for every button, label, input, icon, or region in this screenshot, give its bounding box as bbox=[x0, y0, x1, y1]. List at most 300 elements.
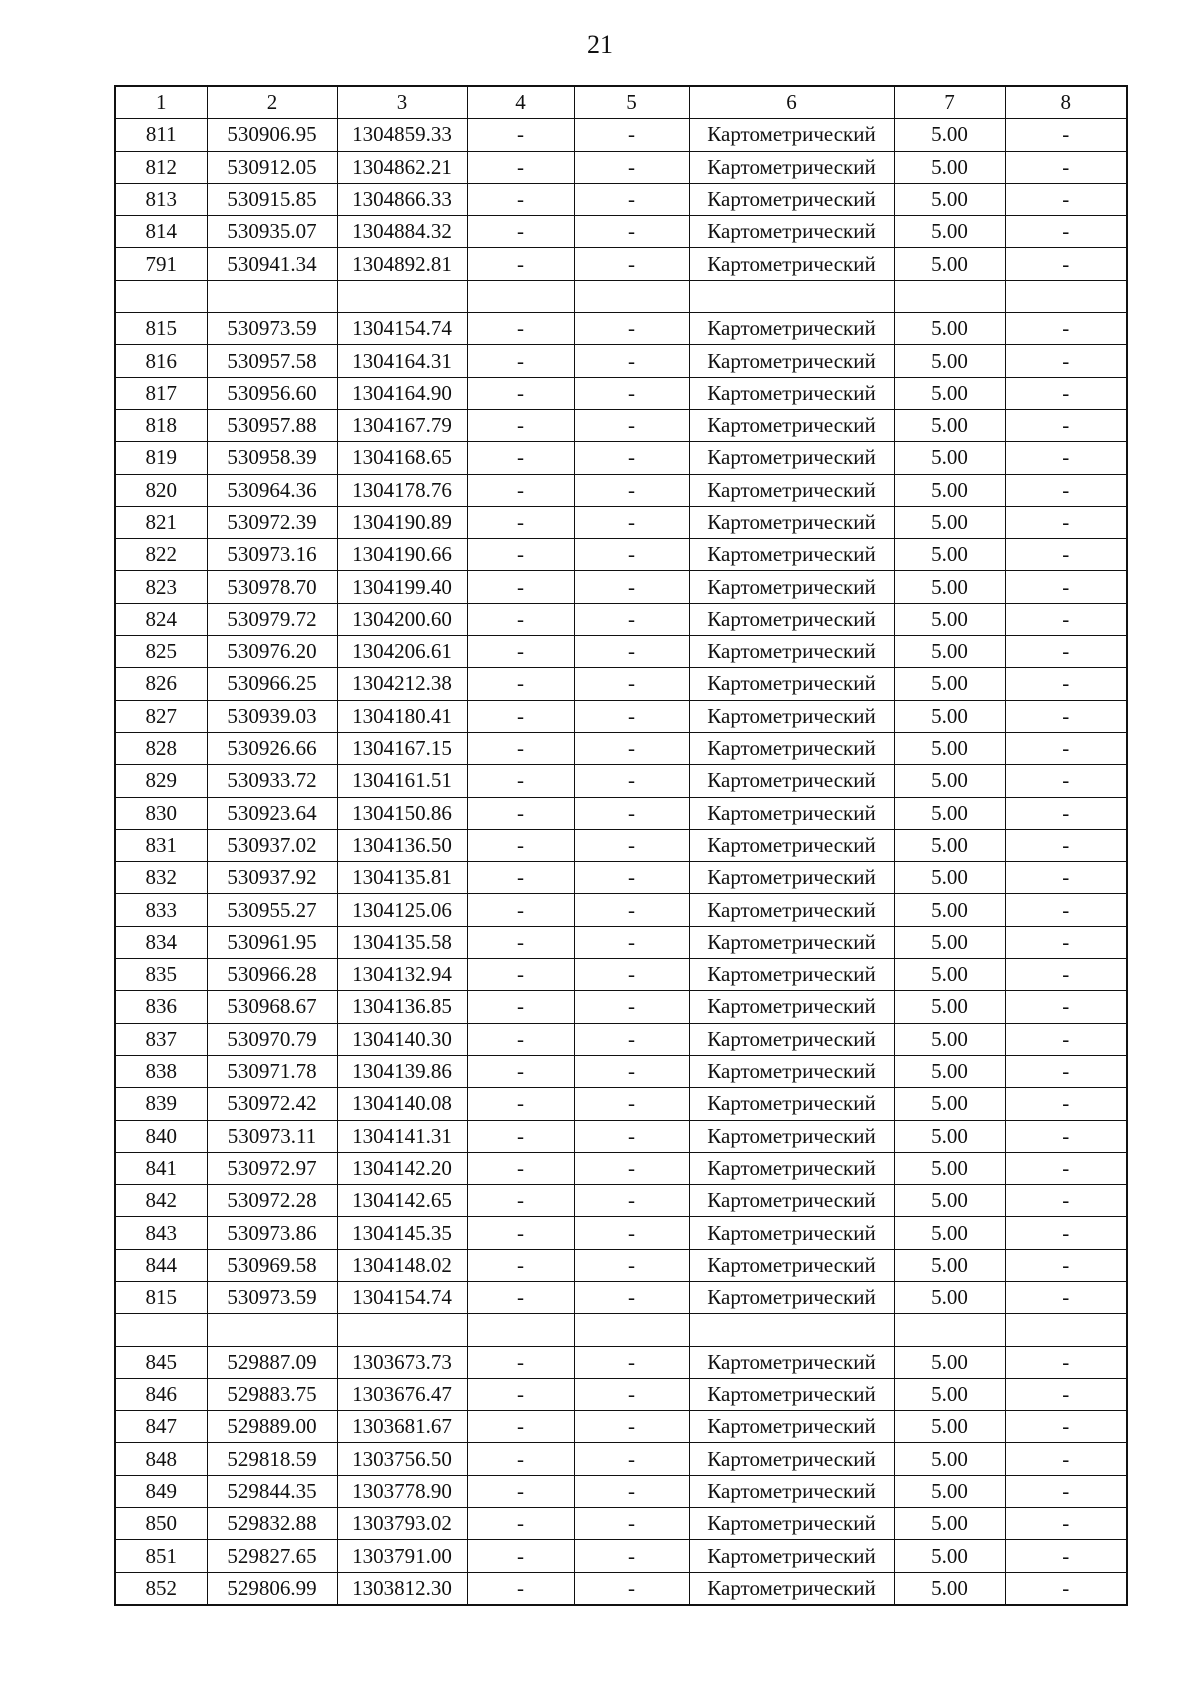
table-cell: 1304141.31 bbox=[337, 1120, 467, 1152]
table-cell: 1304212.38 bbox=[337, 668, 467, 700]
table-row bbox=[115, 797, 1127, 829]
table-cell: 5.00 bbox=[894, 1185, 1005, 1217]
table-cell: - bbox=[1005, 1508, 1127, 1540]
table-cell: 1304200.60 bbox=[337, 603, 467, 635]
table-cell: 1304190.66 bbox=[337, 539, 467, 571]
table-cell: 1304148.02 bbox=[337, 1249, 467, 1281]
table-cell: 829 bbox=[115, 765, 207, 797]
table-cell: 812 bbox=[115, 151, 207, 183]
table-cell: Картометрический bbox=[689, 862, 894, 894]
table-cell: 530968.67 bbox=[207, 991, 337, 1023]
table-cell: Картометрический bbox=[689, 894, 894, 926]
table-cell: - bbox=[467, 377, 574, 409]
table-cell: - bbox=[1005, 829, 1127, 861]
table-row bbox=[115, 1185, 1127, 1217]
table-cell: - bbox=[1005, 151, 1127, 183]
table-cell: - bbox=[1005, 409, 1127, 441]
table-row bbox=[115, 603, 1127, 635]
table-cell: 845 bbox=[115, 1346, 207, 1378]
table-cell: 838 bbox=[115, 1055, 207, 1087]
table-cell: - bbox=[467, 603, 574, 635]
table-cell: Картометрический bbox=[689, 442, 894, 474]
table-cell: - bbox=[574, 1217, 689, 1249]
table-cell: Картометрический bbox=[689, 1475, 894, 1507]
table-cell: - bbox=[467, 862, 574, 894]
table-cell: - bbox=[1005, 1411, 1127, 1443]
table-cell: - bbox=[467, 1346, 574, 1378]
table-cell: 851 bbox=[115, 1540, 207, 1572]
table-cell: - bbox=[574, 700, 689, 732]
table-cell: 1303812.30 bbox=[337, 1572, 467, 1605]
table-row bbox=[115, 345, 1127, 377]
table-cell: Картометрический bbox=[689, 1185, 894, 1217]
table-cell: 530978.70 bbox=[207, 571, 337, 603]
table-cell: 5.00 bbox=[894, 248, 1005, 280]
table-cell: - bbox=[574, 732, 689, 764]
table-cell: Картометрический bbox=[689, 1088, 894, 1120]
table-cell: - bbox=[574, 248, 689, 280]
table-cell: - bbox=[467, 1055, 574, 1087]
column-header-3: 3 bbox=[337, 86, 467, 119]
table-cell: - bbox=[467, 248, 574, 280]
table-cell bbox=[467, 1314, 574, 1346]
table-cell: 5.00 bbox=[894, 1023, 1005, 1055]
table-row bbox=[115, 313, 1127, 345]
table-cell: - bbox=[574, 603, 689, 635]
table-cell: - bbox=[467, 797, 574, 829]
table-cell bbox=[894, 1314, 1005, 1346]
table-cell: - bbox=[574, 1249, 689, 1281]
table-cell: 1304142.20 bbox=[337, 1152, 467, 1184]
table-cell: 5.00 bbox=[894, 1443, 1005, 1475]
table-cell: 1304125.06 bbox=[337, 894, 467, 926]
table-cell: 5.00 bbox=[894, 1475, 1005, 1507]
table-cell: 1304164.31 bbox=[337, 345, 467, 377]
table-cell: - bbox=[467, 151, 574, 183]
table-cell: 1304135.81 bbox=[337, 862, 467, 894]
header-row bbox=[115, 86, 1127, 119]
table-cell: 815 bbox=[115, 1281, 207, 1313]
table-cell: - bbox=[1005, 474, 1127, 506]
table-cell: - bbox=[1005, 926, 1127, 958]
table-cell: - bbox=[574, 1540, 689, 1572]
table-row bbox=[115, 1346, 1127, 1378]
table-row bbox=[115, 1411, 1127, 1443]
table-cell: 820 bbox=[115, 474, 207, 506]
table-cell: 530972.97 bbox=[207, 1152, 337, 1184]
table-cell: - bbox=[467, 539, 574, 571]
table-cell: Картометрический bbox=[689, 1152, 894, 1184]
table-row bbox=[115, 829, 1127, 861]
table-row bbox=[115, 506, 1127, 538]
table-cell: 5.00 bbox=[894, 636, 1005, 668]
table-cell: - bbox=[467, 1540, 574, 1572]
table-cell: 825 bbox=[115, 636, 207, 668]
table-cell: - bbox=[1005, 539, 1127, 571]
table-cell: 5.00 bbox=[894, 991, 1005, 1023]
table-row bbox=[115, 183, 1127, 215]
table-cell: 1304167.79 bbox=[337, 409, 467, 441]
table-cell: - bbox=[1005, 1120, 1127, 1152]
table-cell: 5.00 bbox=[894, 442, 1005, 474]
table-cell: - bbox=[574, 1508, 689, 1540]
table-cell: 813 bbox=[115, 183, 207, 215]
table-cell: - bbox=[1005, 797, 1127, 829]
table-cell: - bbox=[467, 442, 574, 474]
table-cell: 5.00 bbox=[894, 894, 1005, 926]
table-cell: 1304154.74 bbox=[337, 1281, 467, 1313]
separator-row bbox=[115, 1314, 1127, 1346]
table-cell: 5.00 bbox=[894, 603, 1005, 635]
table-cell: 530906.95 bbox=[207, 119, 337, 151]
table-cell: - bbox=[467, 474, 574, 506]
table-cell: - bbox=[467, 1120, 574, 1152]
table-cell: - bbox=[1005, 377, 1127, 409]
table-cell: 530972.28 bbox=[207, 1185, 337, 1217]
table-cell: 833 bbox=[115, 894, 207, 926]
table-cell: Картометрический bbox=[689, 765, 894, 797]
table-cell: 529832.88 bbox=[207, 1508, 337, 1540]
table-cell: Картометрический bbox=[689, 409, 894, 441]
table-cell: Картометрический bbox=[689, 571, 894, 603]
table-cell: 529827.65 bbox=[207, 1540, 337, 1572]
table-cell: 530971.78 bbox=[207, 1055, 337, 1087]
table-cell: 530957.88 bbox=[207, 409, 337, 441]
table-cell: - bbox=[467, 991, 574, 1023]
table-cell: 5.00 bbox=[894, 700, 1005, 732]
table-cell: 530961.95 bbox=[207, 926, 337, 958]
table-cell: 840 bbox=[115, 1120, 207, 1152]
table-cell: - bbox=[1005, 1185, 1127, 1217]
table-cell: 5.00 bbox=[894, 959, 1005, 991]
table-cell: - bbox=[574, 1055, 689, 1087]
table-cell: - bbox=[574, 409, 689, 441]
table-cell: 1304136.85 bbox=[337, 991, 467, 1023]
table-cell: - bbox=[574, 345, 689, 377]
table-cell bbox=[1005, 280, 1127, 312]
table-cell bbox=[574, 280, 689, 312]
table-cell: - bbox=[467, 668, 574, 700]
table-cell bbox=[337, 1314, 467, 1346]
table-cell: 1304206.61 bbox=[337, 636, 467, 668]
table-cell: - bbox=[574, 765, 689, 797]
table-cell: 843 bbox=[115, 1217, 207, 1249]
column-header-2: 2 bbox=[207, 86, 337, 119]
table-row bbox=[115, 959, 1127, 991]
page-number: 21 bbox=[587, 30, 613, 59]
table-cell: Картометрический bbox=[689, 829, 894, 861]
table-cell: Картометрический bbox=[689, 216, 894, 248]
table-cell: 530915.85 bbox=[207, 183, 337, 215]
table-cell bbox=[1005, 1314, 1127, 1346]
table-row bbox=[115, 1217, 1127, 1249]
table-cell: - bbox=[467, 1572, 574, 1605]
table-cell: 1304135.58 bbox=[337, 926, 467, 958]
table-cell: - bbox=[574, 1475, 689, 1507]
table-cell: - bbox=[574, 377, 689, 409]
table-cell: 530956.60 bbox=[207, 377, 337, 409]
table-cell: 821 bbox=[115, 506, 207, 538]
table-cell: - bbox=[1005, 732, 1127, 764]
table-cell: 530973.59 bbox=[207, 313, 337, 345]
table-cell: - bbox=[467, 1443, 574, 1475]
table-row bbox=[115, 1443, 1127, 1475]
table-cell: 530972.42 bbox=[207, 1088, 337, 1120]
table-row bbox=[115, 732, 1127, 764]
table-cell: 5.00 bbox=[894, 313, 1005, 345]
table-cell: - bbox=[574, 1152, 689, 1184]
table-cell: - bbox=[467, 313, 574, 345]
table-cell: 530937.92 bbox=[207, 862, 337, 894]
table-cell: 5.00 bbox=[894, 571, 1005, 603]
table-cell: - bbox=[467, 1217, 574, 1249]
table-cell: 1304132.94 bbox=[337, 959, 467, 991]
table-cell: 530964.36 bbox=[207, 474, 337, 506]
table-cell: - bbox=[1005, 183, 1127, 215]
table-cell: 836 bbox=[115, 991, 207, 1023]
table-cell: Картометрический bbox=[689, 474, 894, 506]
table-cell: 791 bbox=[115, 248, 207, 280]
table-cell: 530979.72 bbox=[207, 603, 337, 635]
table-cell: 5.00 bbox=[894, 1281, 1005, 1313]
table-cell: 530941.34 bbox=[207, 248, 337, 280]
table-cell: Картометрический bbox=[689, 151, 894, 183]
table-row bbox=[115, 377, 1127, 409]
table-cell: - bbox=[574, 668, 689, 700]
coordinates-table bbox=[114, 85, 1128, 1606]
table-cell: - bbox=[467, 894, 574, 926]
table-row bbox=[115, 1088, 1127, 1120]
table-cell: Картометрический bbox=[689, 926, 894, 958]
table-cell: - bbox=[574, 636, 689, 668]
table-cell: - bbox=[467, 1411, 574, 1443]
table-cell: - bbox=[1005, 1088, 1127, 1120]
table-cell: 5.00 bbox=[894, 345, 1005, 377]
table-cell: - bbox=[1005, 765, 1127, 797]
table-row bbox=[115, 1508, 1127, 1540]
table-cell: - bbox=[467, 345, 574, 377]
column-header-6: 6 bbox=[689, 86, 894, 119]
table-row bbox=[115, 862, 1127, 894]
table-cell: 529883.75 bbox=[207, 1378, 337, 1410]
table-cell: 1303793.02 bbox=[337, 1508, 467, 1540]
table-cell: 530923.64 bbox=[207, 797, 337, 829]
table-cell: 5.00 bbox=[894, 377, 1005, 409]
table-cell: 1304859.33 bbox=[337, 119, 467, 151]
table-cell: - bbox=[467, 216, 574, 248]
table-cell: - bbox=[1005, 1443, 1127, 1475]
table-cell: 530966.25 bbox=[207, 668, 337, 700]
table-cell: 1303676.47 bbox=[337, 1378, 467, 1410]
table-row bbox=[115, 442, 1127, 474]
table-row bbox=[115, 636, 1127, 668]
table-cell: - bbox=[467, 636, 574, 668]
table-cell: 1304136.50 bbox=[337, 829, 467, 861]
table-cell: Картометрический bbox=[689, 700, 894, 732]
table-cell bbox=[115, 1314, 207, 1346]
table-cell: Картометрический bbox=[689, 313, 894, 345]
table-cell: 1304140.08 bbox=[337, 1088, 467, 1120]
table-cell: Картометрический bbox=[689, 1378, 894, 1410]
table-cell: - bbox=[1005, 1378, 1127, 1410]
table-cell: - bbox=[574, 1346, 689, 1378]
table-row bbox=[115, 248, 1127, 280]
table-cell: 1303673.73 bbox=[337, 1346, 467, 1378]
table-cell: - bbox=[1005, 442, 1127, 474]
table-cell bbox=[894, 280, 1005, 312]
table-cell: - bbox=[574, 1411, 689, 1443]
table-cell: 5.00 bbox=[894, 1572, 1005, 1605]
table-row bbox=[115, 1475, 1127, 1507]
table-cell: - bbox=[574, 1023, 689, 1055]
table-row bbox=[115, 1023, 1127, 1055]
table-cell: 819 bbox=[115, 442, 207, 474]
table-cell: 816 bbox=[115, 345, 207, 377]
table-cell: - bbox=[574, 829, 689, 861]
table-cell: 5.00 bbox=[894, 1055, 1005, 1087]
table-cell: 5.00 bbox=[894, 474, 1005, 506]
table-cell: - bbox=[467, 1152, 574, 1184]
table-cell: - bbox=[574, 1378, 689, 1410]
table-cell: 5.00 bbox=[894, 765, 1005, 797]
table-cell: Картометрический bbox=[689, 183, 894, 215]
table-cell: 5.00 bbox=[894, 1217, 1005, 1249]
table-cell: Картометрический bbox=[689, 991, 894, 1023]
table-cell: - bbox=[1005, 506, 1127, 538]
table-cell bbox=[689, 1314, 894, 1346]
table-cell: 822 bbox=[115, 539, 207, 571]
table-cell: Картометрический bbox=[689, 1540, 894, 1572]
table-cell: 5.00 bbox=[894, 668, 1005, 700]
column-header-4: 4 bbox=[467, 86, 574, 119]
table-cell: Картометрический bbox=[689, 1572, 894, 1605]
table-cell: 849 bbox=[115, 1475, 207, 1507]
table-cell: 835 bbox=[115, 959, 207, 991]
table-cell: 5.00 bbox=[894, 797, 1005, 829]
table-cell: 1304161.51 bbox=[337, 765, 467, 797]
table-cell: 844 bbox=[115, 1249, 207, 1281]
table-cell: 530970.79 bbox=[207, 1023, 337, 1055]
table-cell: - bbox=[467, 959, 574, 991]
table-cell: 5.00 bbox=[894, 539, 1005, 571]
table-cell: - bbox=[574, 991, 689, 1023]
table-cell: - bbox=[1005, 1475, 1127, 1507]
table-cell: 1304145.35 bbox=[337, 1217, 467, 1249]
table-cell: 529889.00 bbox=[207, 1411, 337, 1443]
table-row bbox=[115, 1055, 1127, 1087]
table-cell: 1304866.33 bbox=[337, 183, 467, 215]
table-cell: Картометрический bbox=[689, 1249, 894, 1281]
table-cell: - bbox=[574, 797, 689, 829]
table-cell: - bbox=[467, 700, 574, 732]
table-cell: 530969.58 bbox=[207, 1249, 337, 1281]
table-cell: 830 bbox=[115, 797, 207, 829]
table-cell: 530972.39 bbox=[207, 506, 337, 538]
table-cell: 529844.35 bbox=[207, 1475, 337, 1507]
column-header-5: 5 bbox=[574, 86, 689, 119]
table-row bbox=[115, 1249, 1127, 1281]
table-cell: - bbox=[467, 409, 574, 441]
table-cell: 530976.20 bbox=[207, 636, 337, 668]
table-cell: 824 bbox=[115, 603, 207, 635]
table-cell bbox=[115, 280, 207, 312]
table-cell: - bbox=[467, 1281, 574, 1313]
table-cell: 811 bbox=[115, 119, 207, 151]
table-cell: 530973.16 bbox=[207, 539, 337, 571]
table-cell: 5.00 bbox=[894, 1152, 1005, 1184]
table-cell: 850 bbox=[115, 1508, 207, 1540]
table-cell: 529887.09 bbox=[207, 1346, 337, 1378]
table-cell bbox=[207, 280, 337, 312]
table-cell: - bbox=[1005, 636, 1127, 668]
table-cell: 1304164.90 bbox=[337, 377, 467, 409]
table-cell: Картометрический bbox=[689, 1217, 894, 1249]
table-cell: 1304190.89 bbox=[337, 506, 467, 538]
table-row bbox=[115, 1281, 1127, 1313]
table-cell: 1304154.74 bbox=[337, 313, 467, 345]
table-cell: 1304142.65 bbox=[337, 1185, 467, 1217]
table-row bbox=[115, 1572, 1127, 1605]
column-header-7: 7 bbox=[894, 86, 1005, 119]
table-cell: 815 bbox=[115, 313, 207, 345]
table-cell: 530973.86 bbox=[207, 1217, 337, 1249]
table-cell: Картометрический bbox=[689, 1508, 894, 1540]
table-cell: 832 bbox=[115, 862, 207, 894]
table-cell: Картометрический bbox=[689, 506, 894, 538]
table-cell: 831 bbox=[115, 829, 207, 861]
table-cell: 1304140.30 bbox=[337, 1023, 467, 1055]
table-cell: - bbox=[574, 862, 689, 894]
table-row bbox=[115, 1120, 1127, 1152]
table-cell: - bbox=[574, 894, 689, 926]
table-cell: 5.00 bbox=[894, 862, 1005, 894]
table-cell: 846 bbox=[115, 1378, 207, 1410]
table-cell: 1304884.32 bbox=[337, 216, 467, 248]
table-cell: Картометрический bbox=[689, 668, 894, 700]
table-cell: - bbox=[1005, 571, 1127, 603]
table-cell: Картометрический bbox=[689, 959, 894, 991]
table-cell: - bbox=[574, 959, 689, 991]
table-cell: 852 bbox=[115, 1572, 207, 1605]
table-cell: 530933.72 bbox=[207, 765, 337, 797]
table-cell: 1303756.50 bbox=[337, 1443, 467, 1475]
table-row bbox=[115, 474, 1127, 506]
table-cell: - bbox=[574, 183, 689, 215]
table-cell: Картометрический bbox=[689, 1023, 894, 1055]
table-cell: - bbox=[467, 1508, 574, 1540]
table-cell: 1304199.40 bbox=[337, 571, 467, 603]
table-cell: 5.00 bbox=[894, 1120, 1005, 1152]
table-cell: - bbox=[467, 183, 574, 215]
table-cell: - bbox=[467, 119, 574, 151]
table-cell: 1304167.15 bbox=[337, 732, 467, 764]
table-row bbox=[115, 571, 1127, 603]
table-cell: 848 bbox=[115, 1443, 207, 1475]
table-cell: 847 bbox=[115, 1411, 207, 1443]
table-body bbox=[115, 119, 1127, 1605]
table-cell: - bbox=[1005, 668, 1127, 700]
table-cell: 1304139.86 bbox=[337, 1055, 467, 1087]
table-cell: - bbox=[467, 1088, 574, 1120]
table-cell: 529818.59 bbox=[207, 1443, 337, 1475]
table-cell: 823 bbox=[115, 571, 207, 603]
table-cell: - bbox=[574, 313, 689, 345]
table-cell: 530935.07 bbox=[207, 216, 337, 248]
table-cell: Картометрический bbox=[689, 1443, 894, 1475]
table-cell: 842 bbox=[115, 1185, 207, 1217]
table-cell: - bbox=[467, 571, 574, 603]
table-cell: - bbox=[574, 506, 689, 538]
